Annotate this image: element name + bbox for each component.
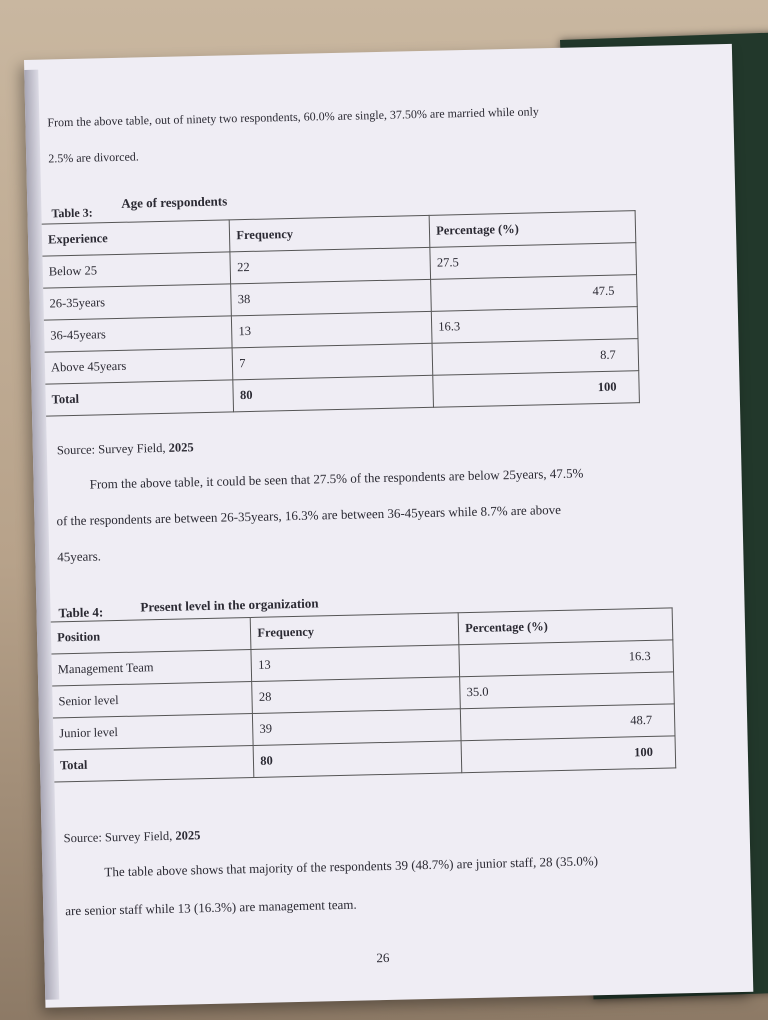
para4-line-2: are senior staff while 13 (16.3%) are management team. — [65, 896, 357, 919]
table4-category: Total — [54, 745, 255, 782]
table4-source — [64, 828, 201, 846]
intro-line-2: 2.5% are divorced. — [48, 149, 140, 166]
table4-percentage: 100 — [461, 736, 675, 773]
table3-label: Table 3: — [51, 205, 93, 221]
table4-header-frequency: Frequency — [251, 613, 460, 650]
table4-frequency: 80 — [253, 741, 462, 778]
table4-category: Senior level — [52, 681, 253, 718]
para4-line-1: The table above shows that majority of the respondents 39 (48.7%) are junior staff, 28 (35.0%) — [104, 853, 599, 880]
table4-header-percentage: Percentage (%) — [458, 608, 672, 645]
table4-percentage: 48.7 — [461, 704, 675, 741]
table3-percentage: 100 — [433, 371, 640, 408]
table3-header-percentage: Percentage (%) — [429, 211, 636, 248]
table4-label: Table 4: — [58, 604, 104, 621]
page-number: 26 — [376, 949, 390, 966]
table4-percentage: 16.3 — [459, 640, 673, 677]
table3-source-text: Source: Survey Field, — [56, 440, 166, 458]
table3-frequency: 7 — [232, 343, 433, 380]
table3-source-year: 2025 — [168, 440, 194, 455]
table4 — [51, 607, 676, 782]
table3-percentage: 27.5 — [430, 243, 637, 280]
table3-header-category: Experience — [42, 220, 231, 256]
para3-line-3: 45years. — [57, 548, 102, 565]
table3 — [42, 210, 640, 416]
table3-percentage: 8.7 — [432, 339, 639, 376]
table3-caption: Age of respondents — [121, 193, 228, 211]
table4-frequency: 28 — [252, 677, 461, 714]
table4-header-category: Position — [51, 618, 252, 655]
table3-percentage: 47.5 — [431, 275, 638, 312]
table4-source-year: 2025 — [175, 828, 201, 843]
table3-source — [57, 440, 194, 458]
table3-category: Below 25 — [42, 252, 231, 288]
table4-source-text: Source: Survey Field, — [63, 828, 173, 846]
para3-line-2: of the respondents are between 26-35years, 16.3% are between 36-45years while 8.7% are above — [56, 501, 562, 529]
intro-line-1: From the above table, out of ninety two respondents, 60.0% are single, 37.50% are married while only — [47, 104, 540, 130]
table3-frequency: 22 — [230, 247, 431, 284]
para3-line-1: From the above table, it could be seen that 27.5% of the respondents are below 25years, 47.5% — [89, 465, 584, 492]
table3-frequency: 13 — [232, 311, 433, 348]
table4-frequency: 39 — [253, 709, 462, 746]
table3-header-frequency: Frequency — [230, 215, 431, 252]
table3-category: 36-45years — [44, 316, 233, 352]
table3-percentage: 16.3 — [431, 307, 638, 344]
table4-percentage: 35.0 — [460, 672, 674, 709]
table3-frequency: 80 — [233, 375, 434, 412]
table4-category: Junior level — [53, 713, 254, 750]
table4-caption: Present level in the organization — [140, 595, 319, 615]
table3-category: 26-35years — [43, 284, 232, 320]
table3-category: Total — [45, 380, 234, 416]
table4-frequency: 13 — [251, 645, 460, 682]
table3-category: Above 45years — [45, 348, 234, 384]
table3-frequency: 38 — [231, 279, 432, 316]
table4-category: Management Team — [51, 649, 252, 686]
document-page — [24, 44, 753, 1008]
